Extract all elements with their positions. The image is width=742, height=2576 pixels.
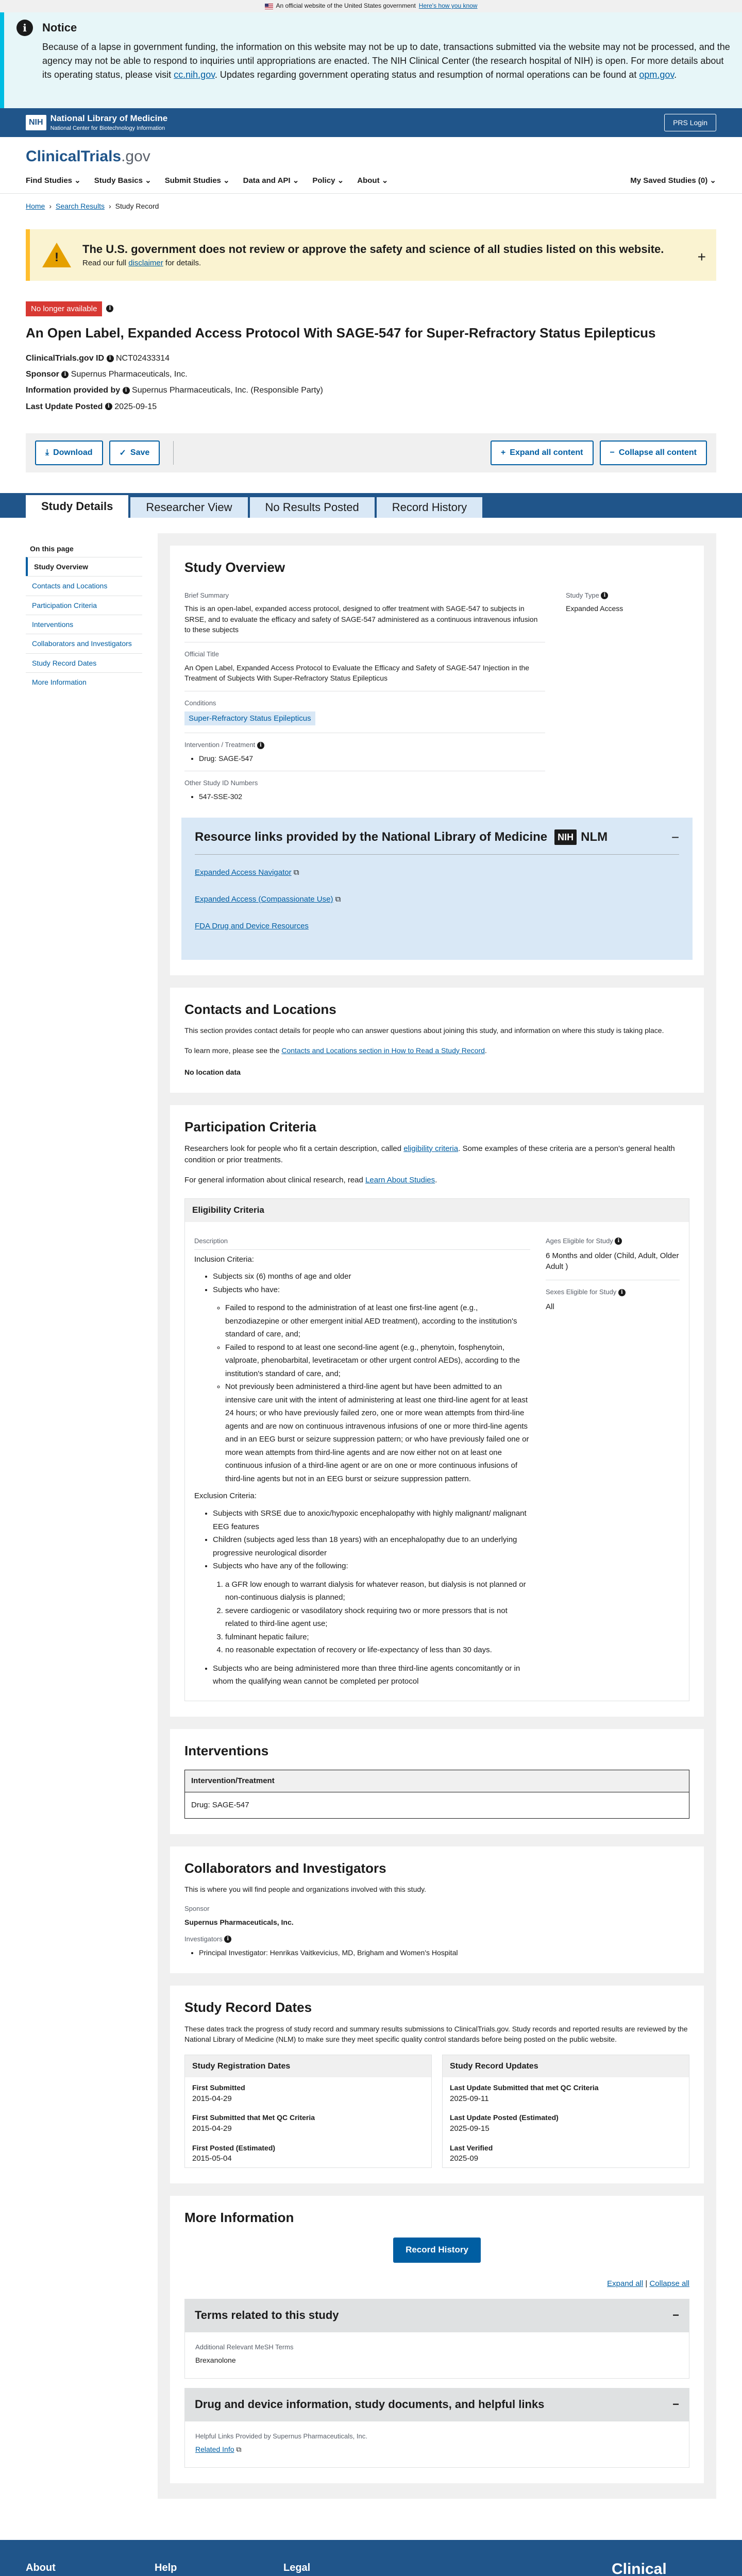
record-dates-section: Study Record Dates These dates track the progress of study record and summary results submissions to ClinicalTrials.gov. Study records and reported results are reviewed by the National Library of Medicine (NLM) to make sure they meet specific quality control standards before being posted on the public website. Study Registration Dates First Submitted 2015-04-29 First Submitted that Met QC Criteria 2015-04-29 First Posted (Estimated) 2015-05-04 Study Record Updates Last Update Submitted that met QC Criteria 2025-09-11 Last Update Posted (Estimated) 2025-09-15 Last Verified 2025-09 — [170, 1986, 704, 2183]
status-badge: No longer available i — [26, 301, 113, 317]
sexes-eligible: All — [546, 1302, 554, 1311]
footer-brand: Clinical — [611, 2560, 667, 2576]
cc-nih-link[interactable]: cc.nih.gov — [174, 69, 215, 80]
main-nav — [0, 168, 742, 194]
external-link-icon: ⧉ — [293, 868, 299, 877]
on-this-page-nav: On this page Study Overview Contacts and Locations Participation Criteria Interventions Collaborators and Investigators Study Record Dates More Information — [26, 544, 142, 691]
expand-plus-icon[interactable]: + — [697, 248, 706, 265]
funding-notice — [0, 12, 742, 108]
resource-link[interactable]: FDA Drug and Device Resources — [195, 921, 309, 930]
notice-title: Notice — [42, 21, 77, 34]
us-flag-icon — [265, 4, 273, 9]
plus-icon: + — [500, 448, 506, 457]
site-footer: About Help Legal Clinical — [0, 2540, 742, 2576]
prs-login-button[interactable]: PRS Login — [664, 114, 716, 131]
collapse-all-link[interactable]: Collapse all — [649, 2279, 689, 2288]
ages-eligible: 6 Months and older (Child, Adult, Older Adult ) — [546, 1251, 679, 1272]
related-info-link[interactable]: Related Info — [195, 2445, 234, 2454]
nav-data-api[interactable]: Data and API ⌄ — [243, 176, 299, 185]
table-row: Drug: SAGE-547 — [191, 1800, 249, 1809]
registration-dates: Study Registration Dates First Submitted 2015-04-29 First Submitted that Met QC Criteria 2015-04-29 First Posted (Estimated) 2015-05-04 — [184, 2055, 432, 2167]
leftnav-record-dates[interactable]: Study Record Dates — [26, 653, 142, 672]
save-button[interactable]: ✓ Save — [109, 440, 160, 465]
nlm-header — [0, 108, 742, 137]
brief-summary: This is an open-label, expanded access protocol, designed to offer treatment with SAGE-547 to subjects in SRSE, and to evaluate the efficacy and safety of SAGE-547 administered as a continuous intravenous infusion to these subjects — [184, 604, 538, 634]
id-info-icon[interactable]: i — [107, 355, 114, 362]
breadcrumb: Home › Search Results › Study Record — [0, 194, 742, 218]
action-bar — [26, 433, 716, 472]
expand-all-link[interactable]: Expand all — [607, 2279, 644, 2288]
tab-study-details[interactable]: Study Details — [26, 495, 128, 518]
clinicaltrials-logo[interactable]: ClinicalTrials.gov — [26, 148, 150, 165]
terms-accordion: Terms related to this study − Additional Relevant MeSH Terms Brexanolone — [184, 2299, 689, 2379]
study-overview-section: Study Overview Brief Summary This is an open-label, expanded access protocol, designed to offer treatment with SAGE-547 to subjects in SRSE, and to evaluate the efficacy and safety of SAGE-547 administered as a continuous intravenous infusion to these subjects Official Title An Open Label, Expanded Access Protocol to Evaluate the Efficacy and Safety of SAGE-547 Injection in the Treatment of Subjects With Super-Refractory Status Epilepticus Conditions Super-Refractory Status Epilepticus Intervention / Treatment i • Drug: SAGE-547 Other Study ID Numbers • 547-SSE-302 Study Type i Expanded Access Resource links provided by the National Library of Medicine NIH NLM − Expanded Access Navigator ⧉ Expanded Access (Compassionate Use) ⧉ FDA Drug and Device Resources — [170, 546, 704, 975]
leftnav-study-overview[interactable]: Study Overview — [26, 557, 142, 576]
nav-submit-studies[interactable]: Submit Studies ⌄ — [164, 176, 230, 185]
info-icon: i — [16, 20, 33, 36]
nav-policy[interactable]: Policy ⌄ — [312, 176, 344, 185]
nlm-resources: Resource links provided by the National Library of Medicine NIH NLM − Expanded Access Navigator ⧉ Expanded Access (Compassionate Use) ⧉ FDA Drug and Device Resources — [181, 818, 693, 960]
study-type-info-icon[interactable]: i — [601, 592, 608, 599]
save-icon: ✓ — [119, 448, 126, 457]
study-meta: ClinicalTrials.gov ID i NCT02433314 Sponsor i Supernus Pharmaceuticals, Inc. Information provided by i Supernus Pharmaceuticals, Inc. (Responsible Party) Last Update Posted i 2025-09-15 — [26, 354, 323, 411]
breadcrumb-home[interactable]: Home — [26, 202, 45, 211]
breadcrumb-search-results[interactable]: Search Results — [56, 202, 105, 211]
intervention-info-icon[interactable]: i — [257, 742, 264, 749]
status-info-icon[interactable]: i — [106, 305, 113, 312]
leftnav-contacts[interactable]: Contacts and Locations — [26, 576, 142, 595]
resource-link[interactable]: Expanded Access (Compassionate Use) — [195, 895, 333, 904]
download-button[interactable]: ⤓ Download — [35, 440, 103, 465]
leftnav-more-info[interactable]: More Information — [26, 672, 142, 691]
how-you-know-link[interactable]: Here's how you know — [418, 2, 478, 10]
record-updates: Study Record Updates Last Update Submitted that met QC Criteria 2025-09-11 Last Update Posted (Estimated) 2025-09-15 Last Verified 2025-09 — [442, 2055, 689, 2167]
nav-find-studies[interactable]: Find Studies ⌄ — [26, 176, 81, 185]
tab-record-history[interactable]: Record History — [377, 497, 482, 518]
collapse-minus-icon[interactable]: − — [671, 829, 679, 845]
nav-saved-studies[interactable]: My Saved Studies (0) ⌄ — [630, 176, 716, 185]
external-link-icon: ⧉ — [236, 2445, 242, 2454]
page-title: An Open Label, Expanded Access Protocol With SAGE-547 for Super-Refractory Status Epilepticus — [26, 325, 656, 341]
interventions-section: Interventions Intervention/Treatment Drug: SAGE-547 — [170, 1729, 704, 1834]
resource-link[interactable]: Expanded Access Navigator — [195, 868, 292, 877]
contacts-howto-link[interactable]: Contacts and Locations section in How to Read a Study Record — [281, 1046, 485, 1055]
study-tabs — [0, 493, 742, 518]
disclaimer-title: The U.S. government does not review or approve the safety and science of all studies listed on this website. — [82, 242, 664, 256]
eligibility-box: Eligibility Criteria Description Inclusion Criteria: • Subjects six (6) months of age and older • Subjects who have: ◦ Failed to respond to the administration of at least one first-line agent (e.g., benzodiazepine or other emergent initial AED treatment), according to the institution's standard of care, and; ◦ Failed to respond to at least one second-line agent (e.g., phenytoin, fosphenytoin, valproate, phenobarbital, levetiracetam or other urgent control AEDs), according to the institution's standard of care, and; ◦ Not previously been administered a third-line agent but have been admitted to an intensive care unit with the intent of administering at least one third-line agent for at least 24 hours; or who have previously failed zero, one or more wean attempts from third-line agents and are now on continuous intravenous infusions of one or more third-line agents and in an EEG burst or seizure suppression pattern; or who have previously failed one or more wean attempts from third-line agents and are now either not on at least one continuous infusion of a third-line agent or are on one or more continuous infusions of third-line agents but not in an EEG burst or seizure suppression pattern. Exclusion Criteria: • Subjects with SRSE due to anoxic/hypoxic encephalopathy with highly malignant/ malignant EEG features • Children (subjects aged less than 18 years) with an encephalopathy due to an underlying progressive neurological disorder • Subjects who have any of the following: 1. a GFR low enough to warrant dialysis for whatever reason, but dialysis is not planned or non-continuous dialysis is planned; 2. severe cardiogenic or vasodilatory shock requiring two or more pressors that is not related to third-line agent use; 3. fulminant hepatic failure; 4. no reasonable expectation of recovery or life-expectancy of less than 30 days. • Subjects who are being administered more than three third-line agents concomitantly or in whom the qualifying wean cannot be completed per protocol Ages Eligible for Study i 6 Months and older (Child, Adult, Older Adult ) Sexes Eligible for Study i All — [184, 1198, 689, 1701]
learn-about-link[interactable]: Learn About Studies — [365, 1176, 435, 1185]
collaborators-section: Collaborators and Investigators This is where you will find people and organizations involved with this study. Sponsor Supernus Pharmaceuticals, Inc. Investigators i • Principal Investigator: Henrikas Vaitkevicius, MD, Brigham and Women's Hospital — [170, 1846, 704, 1973]
breadcrumb-current: Study Record — [115, 202, 159, 211]
disclaimer-link[interactable]: disclaimer — [128, 258, 163, 267]
collapse-minus-icon: − — [672, 2308, 679, 2321]
provider-info-icon[interactable]: i — [123, 387, 130, 394]
drug-device-accordion: Drug and device information, study documents, and helpful links − Helpful Links Provided by Supernus Pharmaceuticals, Inc. Related Info ⧉ — [184, 2388, 689, 2468]
investigators-info-icon[interactable]: i — [224, 1936, 231, 1943]
eligibility-link[interactable]: eligibility criteria — [403, 1144, 459, 1153]
no-location: No location data — [184, 1067, 241, 1076]
nav-about[interactable]: About ⌄ — [357, 176, 389, 185]
leftnav-criteria[interactable]: Participation Criteria — [26, 596, 142, 615]
site-brand — [0, 137, 742, 168]
condition-tag[interactable]: Super-Refractory Status Epilepticus — [184, 711, 315, 726]
collapse-minus-icon: − — [672, 2397, 679, 2411]
sexes-info-icon[interactable]: i — [618, 1289, 626, 1296]
sponsor-info-icon[interactable]: i — [61, 371, 69, 378]
main-content — [158, 533, 716, 2499]
nlm-logo[interactable]: NIH National Library of Medicine National Center for Biotechnology Information — [26, 112, 167, 133]
leftnav-collaborators[interactable]: Collaborators and Investigators — [26, 634, 142, 653]
more-info-section: More Information Record History Expand all | Collapse all Terms related to this study − Additional Relevant MeSH Terms Brexanolone Drug and device information, study documents, and helpful links − Helpful Links Provided by Supernus Pharmaceuticals, Inc. Related Info ⧉ — [170, 2196, 704, 2483]
gov-banner: An official website of the United States government Here's how you know — [0, 0, 742, 12]
tab-no-results[interactable]: No Results Posted — [250, 497, 375, 518]
update-info-icon[interactable]: i — [105, 403, 112, 410]
notice-text: Because of a lapse in government funding, the information on this website may not be up to date, transactions submitted via the website may not be processed, and the agency may not be able to respond to inquiries until appropriations are enacted. The NIH Clinical Center (the research hospital of NIH) is open. For more details about its operating status, please visit cc.nih.gov. Updates regarding government operating status and resumption of normal operations can be found at opm.gov. — [42, 41, 730, 80]
opm-link[interactable]: opm.gov — [639, 69, 674, 80]
nlm-logo-icon: NIH NLM — [554, 828, 608, 846]
nav-study-basics[interactable]: Study Basics ⌄ — [94, 176, 151, 185]
record-history-button[interactable]: Record History — [393, 2238, 481, 2263]
minus-icon: − — [610, 448, 615, 457]
official-title: An Open Label, Expanded Access Protocol to Evaluate the Efficacy and Safety of SAGE-547 Injection in the Treatment of Subjects With Super-Refractory Status Epilepticus — [184, 664, 530, 683]
contacts-section: Contacts and Locations This section provides contact details for people who can answer questions about joining this study, and information on where this study is taking place. To learn more, please see the Contacts and Locations section in How to Read a Study Record. No location data — [170, 988, 704, 1093]
interventions-table: Intervention/Treatment Drug: SAGE-547 — [184, 1770, 689, 1819]
disclaimer-alert: ! The U.S. government does not review or approve the safety and science of all studies listed on this website. Read our full disclaimer for details. + — [26, 229, 716, 281]
study-type: Expanded Access — [566, 604, 623, 613]
leftnav-interventions[interactable]: Interventions — [26, 615, 142, 634]
ages-info-icon[interactable]: i — [615, 1238, 622, 1245]
collapse-all-button[interactable]: − Collapse all content — [600, 440, 707, 465]
download-icon: ⤓ — [45, 448, 49, 457]
external-link-icon: ⧉ — [335, 895, 341, 904]
tab-researcher-view[interactable]: Researcher View — [130, 497, 247, 518]
expand-all-button[interactable]: + Expand all content — [491, 440, 594, 465]
warning-icon — [42, 243, 71, 267]
criteria-section: Participation Criteria Researchers look for people who fit a certain description, called eligibility criteria. Some examples of these criteria are a person's general health condition or prior treatments. For general information about clinical research, read Learn About Studies. Eligibility Criteria Description Inclusion Criteria: • Subjects six (6) months of age and older • Subjects who have: ◦ Failed to respond to the administration of at least one first-line agent (e.g., benzodiazepine or other emergent initial AED treatment), according to the institution's standard of care, and; ◦ Failed to respond to at least one second-line agent (e.g., phenytoin, fosphenytoin, valproate, phenobarbital, levetiracetam or other urgent control AEDs), according to the institution's standard of care, and; ◦ Not previously been administered a third-line agent but have been admitted to an intensive care unit with the intent of administering at least one third-line agent for at least 24 hours; or who have previously failed zero, one or more wean attempts from third-line agents and are now on continuous intravenous infusions of one or more third-line agents and in an EEG burst or seizure suppression pattern; or who have previously failed one or more wean attempts from third-line agents and are now either not on at least one continuous infusion of a third-line agent or are on one or more continuous infusions of third-line agents but not in an EEG burst or seizure suppression pattern. Exclusion Criteria: • Subjects with SRSE due to anoxic/hypoxic encephalopathy with highly malignant/ malignant EEG features • Children (subjects aged less than 18 years) with an encephalopathy due to an underlying progressive neurological disorder • Subjects who have any of the following: 1. a GFR low enough to warrant dialysis for whatever reason, but dialysis is not planned or non-continuous dialysis is planned; 2. severe cardiogenic or vasodilatory shock requiring two or more pressors that is not related to third-line agent use; 3. fulminant hepatic failure; 4. no reasonable expectation of recovery or life-expectancy of less than 30 days. • Subjects who are being administered more than three third-line agents concomitantly or in whom the qualifying wean cannot be completed per protocol Ages Eligible for Study i 6 Months and older (Child, Adult, Older Adult ) Sexes Eligible for Study i All — [170, 1105, 704, 1716]
